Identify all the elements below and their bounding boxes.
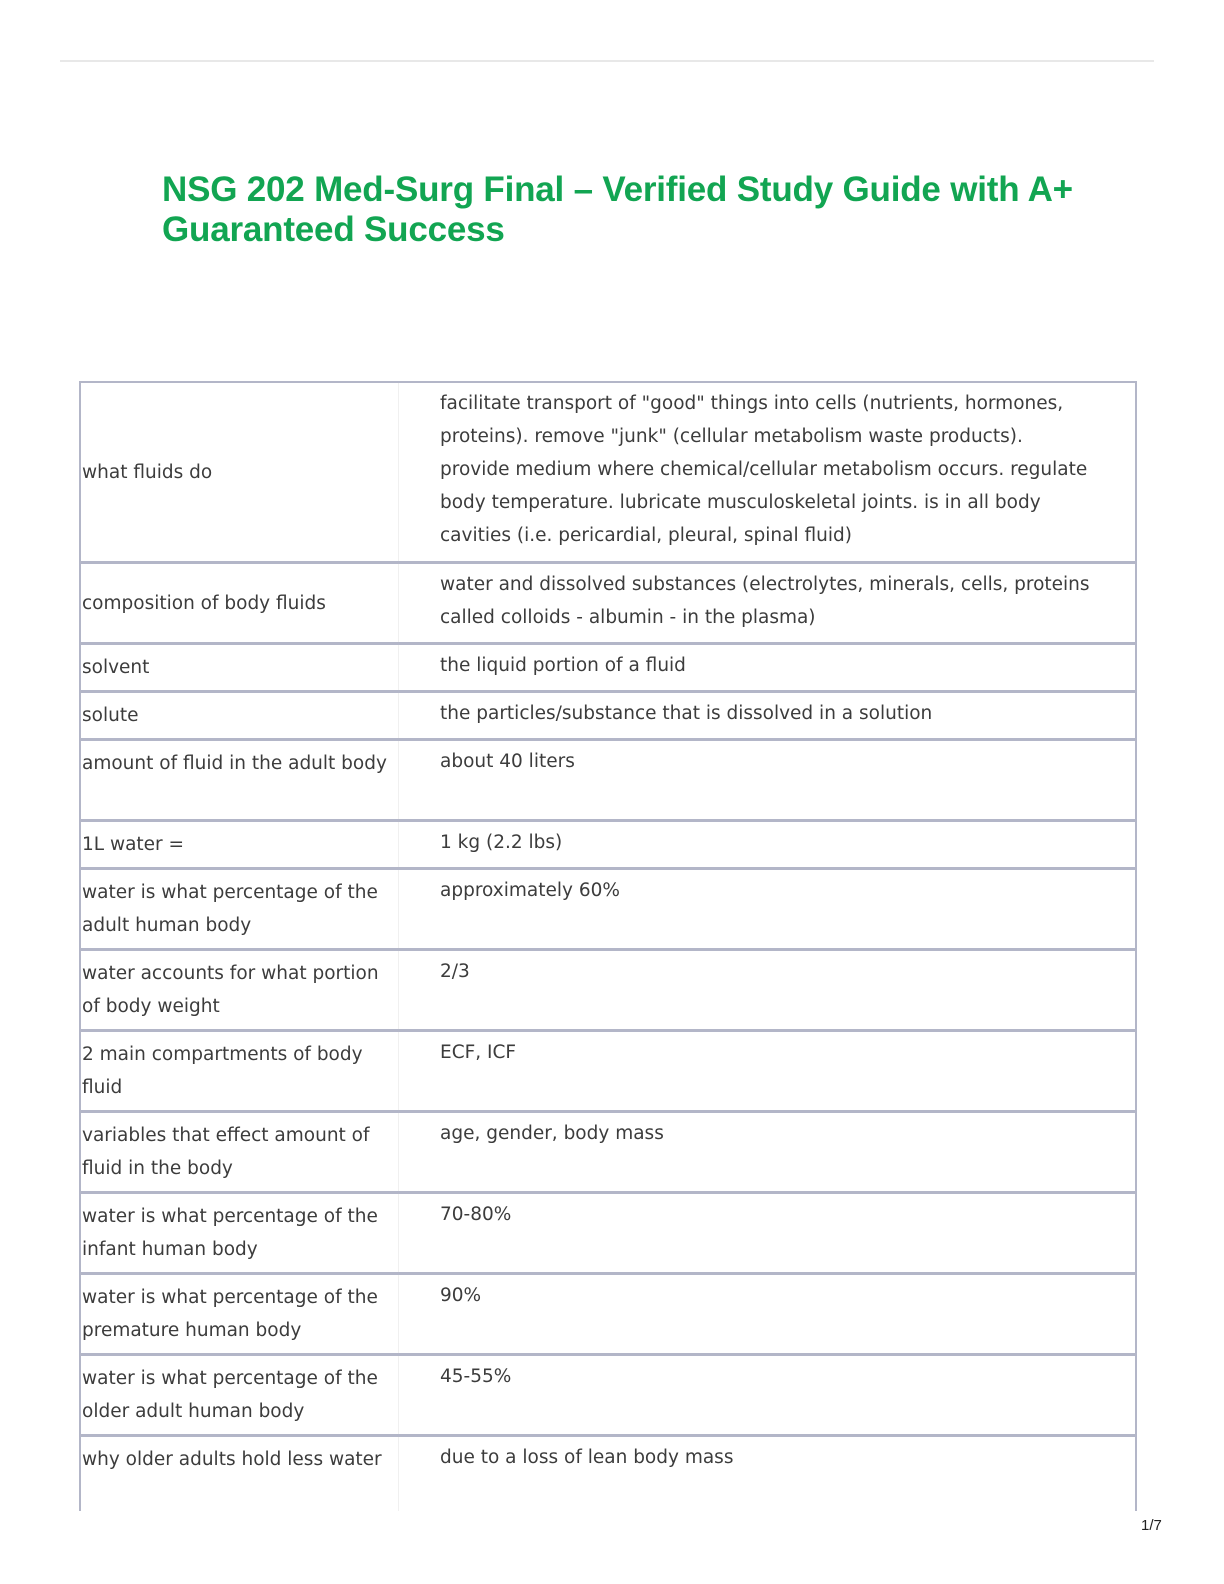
definition-cell: 45-55%	[440, 1366, 512, 1387]
term-cell: amount of fluid in the adult body	[81, 741, 399, 819]
term-cell: what fluids do	[81, 383, 399, 561]
definition-cell: due to a loss of lean body mass	[440, 1447, 734, 1468]
definition-cell: approximately 60%	[440, 880, 620, 901]
definition-cell: 90%	[440, 1285, 482, 1306]
term-cell: water is what percentage of the premature human body	[81, 1275, 399, 1353]
term-cell: water is what percentage of the adult human body	[81, 870, 399, 948]
definition-cell: ECF, ICF	[440, 1042, 517, 1063]
table-row	[81, 741, 1135, 822]
table-row	[81, 1113, 1135, 1194]
term-cell: why older adults hold less water	[81, 1437, 399, 1511]
document-title: NSG 202 Med-Surg Final – Verified Study Guide with A+ Guaranteed Success	[162, 170, 1073, 249]
definition-cell: water and dissolved substances (electrolytes, minerals, cells, proteins called colloids - albumin - in the plasma)	[440, 574, 1090, 628]
table-row	[81, 1437, 1135, 1511]
definition-cell: facilitate transport of "good" things into cells (nutrients, hormones, proteins). remove "junk" (cellular metabolism waste products). provide medium where chemical/cellular metabolism occurs. regulate body temperature. lubricate musculoskeletal joints. is in all body cavities (i.e. pericardial, pleural, spinal fluid)	[440, 393, 1088, 546]
header-divider	[60, 60, 1154, 62]
definition-cell: age, gender, body mass	[440, 1123, 664, 1144]
table-row	[81, 1275, 1135, 1356]
term-cell: water is what percentage of the infant human body	[81, 1194, 399, 1272]
table-row	[81, 645, 1135, 693]
definition-cell: 1 kg (2.2 lbs)	[440, 832, 563, 853]
term-cell: 2 main compartments of body fluid	[81, 1032, 399, 1110]
flashcard-table	[79, 381, 1137, 1511]
definition-cell: 70-80%	[440, 1204, 512, 1225]
term-cell: water is what percentage of the older adult human body	[81, 1356, 399, 1434]
definition-cell: about 40 liters	[440, 751, 575, 772]
table-row	[81, 870, 1135, 951]
table-row	[81, 1194, 1135, 1275]
table-row	[81, 383, 1135, 564]
term-cell: water accounts for what portion of body weight	[81, 951, 399, 1029]
term-cell: composition of body fluids	[81, 564, 399, 642]
term-cell: variables that effect amount of fluid in the body	[81, 1113, 399, 1191]
table-row	[81, 951, 1135, 1032]
term-cell: solvent	[81, 645, 399, 690]
definition-cell: the liquid portion of a fluid	[440, 655, 686, 676]
term-cell: 1L water =	[81, 822, 399, 867]
table-row	[81, 1032, 1135, 1113]
table-row	[81, 1356, 1135, 1437]
definition-cell: 2/3	[440, 961, 470, 982]
table-row	[81, 564, 1135, 645]
definition-cell: the particles/substance that is dissolved in a solution	[440, 703, 933, 724]
page-indicator: 1/7	[1141, 1517, 1162, 1534]
table-row	[81, 822, 1135, 870]
table-row	[81, 693, 1135, 741]
term-cell: solute	[81, 693, 399, 738]
